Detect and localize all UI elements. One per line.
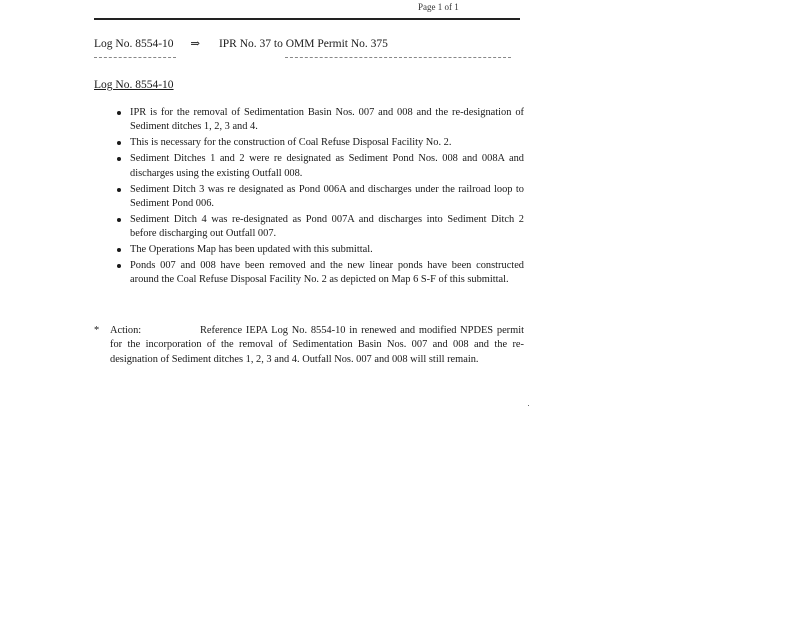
list-item: Sediment Ditches 1 and 2 were re designated as Sediment Pond Nos. 008 and 008A and discharges using the existing Outfall 008. bbox=[114, 152, 524, 181]
page-number-label: Page 1 of 1 bbox=[418, 2, 459, 12]
list-item: Sediment Ditch 4 was re-designated as Pond 007A and discharges into Sediment Ditch 2 before discharging out Outfall 007. bbox=[114, 213, 524, 242]
list-item: Sediment Ditch 3 was re designated as Pond 006A and discharges under the railroad loop to Sediment Pond 006. bbox=[114, 183, 524, 212]
right-arrow-icon: ⇒ bbox=[190, 38, 201, 50]
section-title: Log No. 8554-10 bbox=[94, 79, 174, 91]
document-header bbox=[94, 36, 388, 50]
list-item: IPR is for the removal of Sedimentation Basin Nos. 007 and 008 and the re-designation of Sediment ditches 1, 2, 3 and 4. bbox=[114, 106, 524, 135]
header-log-number: Log No. 8554-10 bbox=[94, 38, 174, 50]
header-permit-reference: IPR No. 37 to OMM Permit No. 375 bbox=[218, 38, 388, 50]
list-item: The Operations Map has been updated with this submittal. bbox=[114, 243, 524, 257]
header-underline-left bbox=[94, 57, 176, 58]
action-label: Action: bbox=[110, 325, 142, 336]
bullet-list bbox=[114, 106, 524, 289]
top-rule bbox=[94, 18, 520, 20]
action-text: Reference IEPA Log No. 8554-10 in renewed and modified NPDES permit for the incorporation of the removal of Sedimentation Basin Nos. 007 and 008 and the re-designation of Sediment ditches 1, 2, 3 and 4. Outfall Nos. 007 and 008 will still remain. bbox=[110, 325, 524, 365]
header-underline-right bbox=[285, 57, 511, 58]
list-item: This is necessary for the construction of Coal Refuse Disposal Facility No. 2. bbox=[114, 136, 524, 150]
action-note bbox=[94, 324, 524, 367]
scan-speck bbox=[528, 405, 529, 406]
list-item: Ponds 007 and 008 have been removed and the new linear ponds have been constructed around the Coal Refuse Disposal Facility No. 2 as depicted on Map 6 S-F of this submittal. bbox=[114, 259, 524, 288]
asterisk-marker: * bbox=[94, 325, 100, 336]
